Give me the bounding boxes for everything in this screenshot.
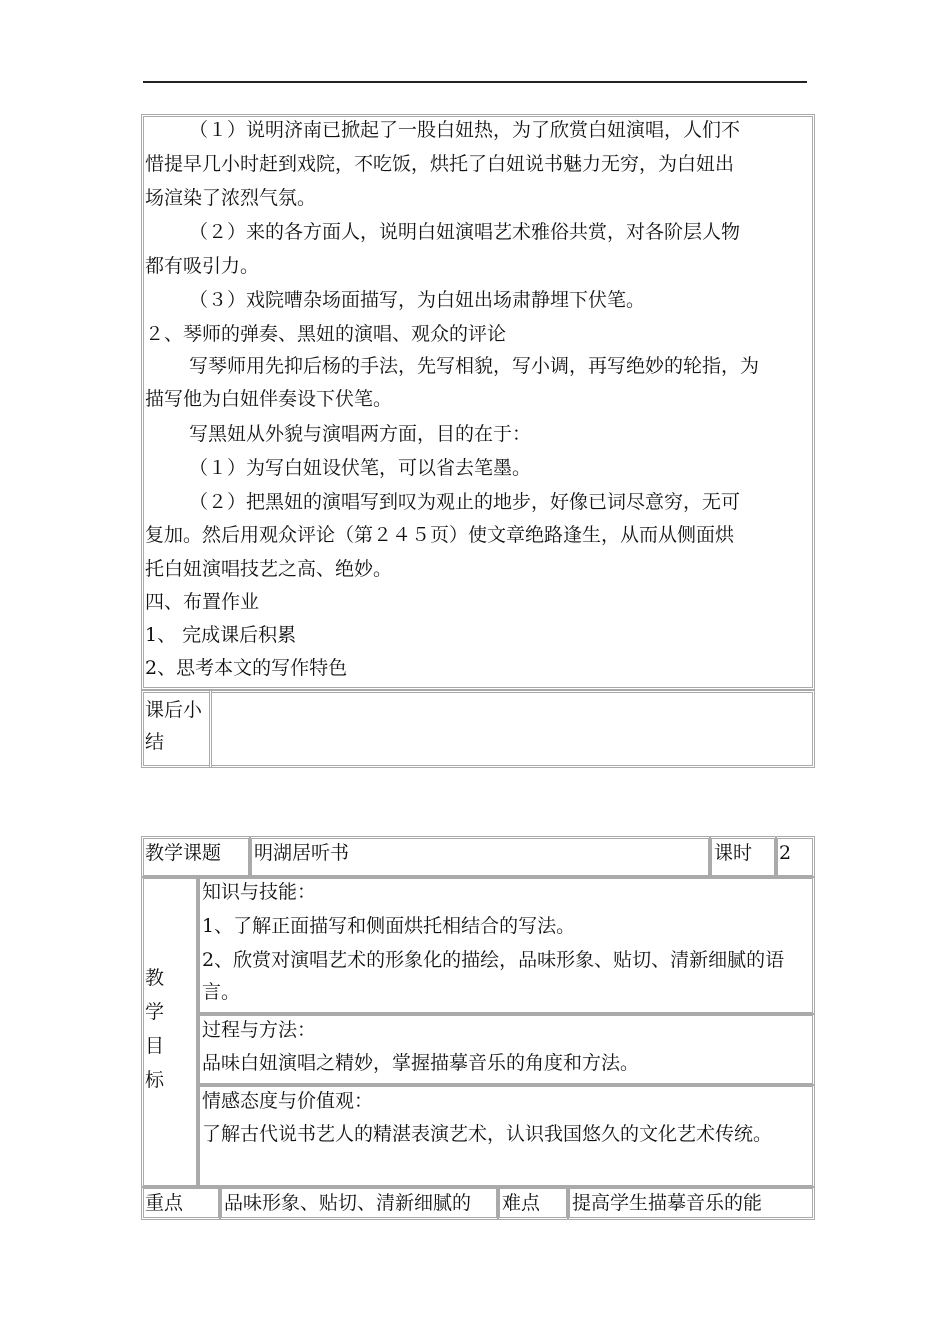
- key-label: 重点: [145, 1192, 184, 1214]
- content-line: 惜提早几小时赶到戏院，不吃饭，烘托了白妞说书魅力无穷，为白妞出: [145, 153, 735, 175]
- goal-emotion-title: 情感态度与价值观：: [202, 1090, 374, 1112]
- hours-label: 课时: [714, 842, 753, 864]
- topic-value: 明湖居听书: [254, 842, 350, 864]
- goal-knowledge-item: 1、了解正面描写和侧面烘托相结合的写法。: [202, 915, 576, 937]
- goal-process-title: 过程与方法：: [202, 1019, 317, 1041]
- content-line: 场渲染了浓烈气氛。: [145, 187, 317, 209]
- content-line: 四、布置作业: [145, 591, 260, 613]
- content-line: 写黑妞从外貌与演唱两方面，目的在于：: [189, 423, 532, 445]
- difficulty-value: 提高学生描摹音乐的能: [572, 1192, 763, 1214]
- summary-label: 课后小: [145, 699, 203, 721]
- goal-emotion-item: 了解古代说书艺人的精湛表演艺术，认识我国悠久的文化艺术传统。: [202, 1123, 773, 1145]
- content-line: 都有吸引力。: [145, 255, 260, 277]
- content-line: （１）说明济南已掀起了一股白妞热，为了欣赏白妞演唱，人们不: [189, 119, 741, 141]
- summary-value-cell: [209, 690, 815, 768]
- topic-label: 教学课题: [145, 842, 222, 864]
- summary-label: 结: [145, 731, 165, 753]
- content-line: （１）为写白妞设伏笔，可以省去笔墨。: [189, 457, 532, 479]
- content-line: 复加。然后用观众评论（第２４５页）使文章绝路逢生，从而从侧面烘: [145, 524, 735, 546]
- content-line: （３）戏院嘈杂场面描写，为白妞出场肃静埋下伏笔。: [189, 289, 646, 311]
- goals-label-char: 学: [145, 1001, 165, 1023]
- content-line: 1、 完成课后积累: [145, 624, 297, 646]
- content-line: 描写他为白妞伴奏设下伏笔。: [145, 388, 393, 410]
- content-line: ２、琴师的弹奏、黑妞的演唱、观众的评论: [145, 323, 507, 345]
- goal-knowledge-title: 知识与技能：: [202, 881, 317, 903]
- content-line: 2、思考本文的写作特色: [145, 657, 348, 679]
- goals-label-char: 教: [145, 967, 165, 989]
- hours-value: 2: [779, 842, 792, 864]
- goal-knowledge-item: 2、欣赏对演唱艺术的形象化的描绘，品味形象、贴切、清新细腻的语言。: [202, 949, 785, 1003]
- content-line: （２）把黑妞的演唱写到叹为观止的地步，好像已词尽意穷，无可: [189, 491, 741, 513]
- goals-label-char: 标: [145, 1069, 165, 1091]
- header-rule: [143, 81, 807, 83]
- difficulty-label: 难点: [502, 1192, 541, 1214]
- goals-label-char: 目: [145, 1035, 165, 1057]
- goal-process-item: 品味白妞演唱之精妙，掌握描摹音乐的角度和方法。: [202, 1052, 640, 1074]
- key-value: 品味形象、贴切、清新细腻的: [224, 1192, 472, 1214]
- content-line: 托白妞演唱技艺之高、绝妙。: [145, 558, 393, 580]
- content-line: 写琴师用先抑后杨的手法，先写相貌，写小调，再写绝妙的轮指，为: [189, 355, 760, 377]
- content-line: （２）来的各方面人，说明白妞演唱艺术雅俗共赏，对各阶层人物: [189, 221, 741, 243]
